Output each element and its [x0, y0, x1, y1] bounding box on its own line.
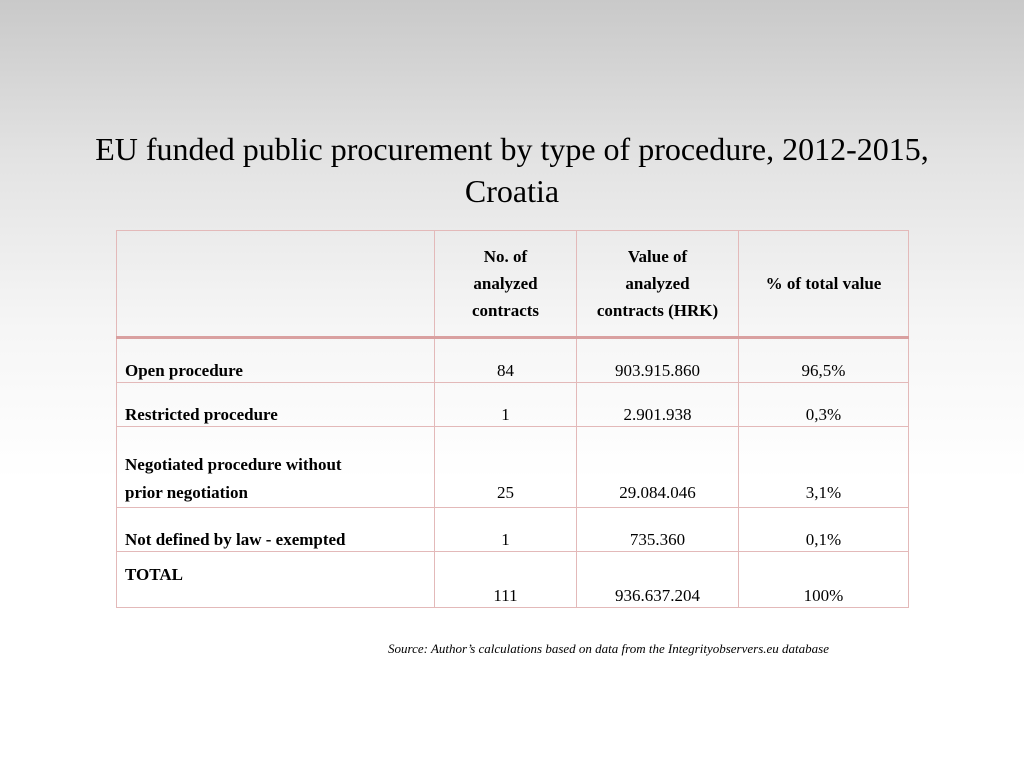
- table-row: [117, 383, 909, 427]
- row-label: Not defined by law - exempted: [117, 508, 435, 552]
- slide-title: [0, 128, 1024, 212]
- slide-title-line-1: EU funded public procurement by type of procedure, 2012-2015,: [95, 131, 929, 167]
- total-value: 936.637.204: [577, 552, 739, 608]
- source-note: Source: Author’s calculations based on data from the Integrityobservers.eu database: [388, 641, 829, 656]
- row-label: Negotiated procedure without prior negotiation: [117, 427, 435, 508]
- total-percent: 100%: [739, 552, 909, 608]
- row-percent: 0,3%: [739, 383, 909, 427]
- row-contracts: 1: [435, 383, 577, 427]
- row-percent: 96,5%: [739, 338, 909, 383]
- row-value: 735.360: [577, 508, 739, 552]
- header-value: Value of analyzed contracts (HRK): [577, 231, 739, 338]
- row-label: Restricted procedure: [117, 383, 435, 427]
- table-row: [117, 338, 909, 383]
- total-label: TOTAL: [117, 552, 435, 608]
- row-contracts: 84: [435, 338, 577, 383]
- total-contracts: 111: [435, 552, 577, 608]
- row-percent: 0,1%: [739, 508, 909, 552]
- row-value: 29.084.046: [577, 427, 739, 508]
- row-value: 903.915.860: [577, 338, 739, 383]
- table-header-row: [117, 231, 909, 338]
- procurement-table: [116, 230, 909, 608]
- table-row: [117, 427, 909, 508]
- table-total-row: [117, 552, 909, 608]
- slide-title-line-2: Croatia: [464, 173, 560, 209]
- table-row: [117, 508, 909, 552]
- header-empty-cell: [117, 231, 435, 338]
- header-percent: % of total value: [739, 231, 909, 338]
- row-contracts: 25: [435, 427, 577, 508]
- row-label: Open procedure: [117, 338, 435, 383]
- header-contracts: No. of analyzed contracts: [435, 231, 577, 338]
- row-percent: 3,1%: [739, 427, 909, 508]
- row-contracts: 1: [435, 508, 577, 552]
- row-value: 2.901.938: [577, 383, 739, 427]
